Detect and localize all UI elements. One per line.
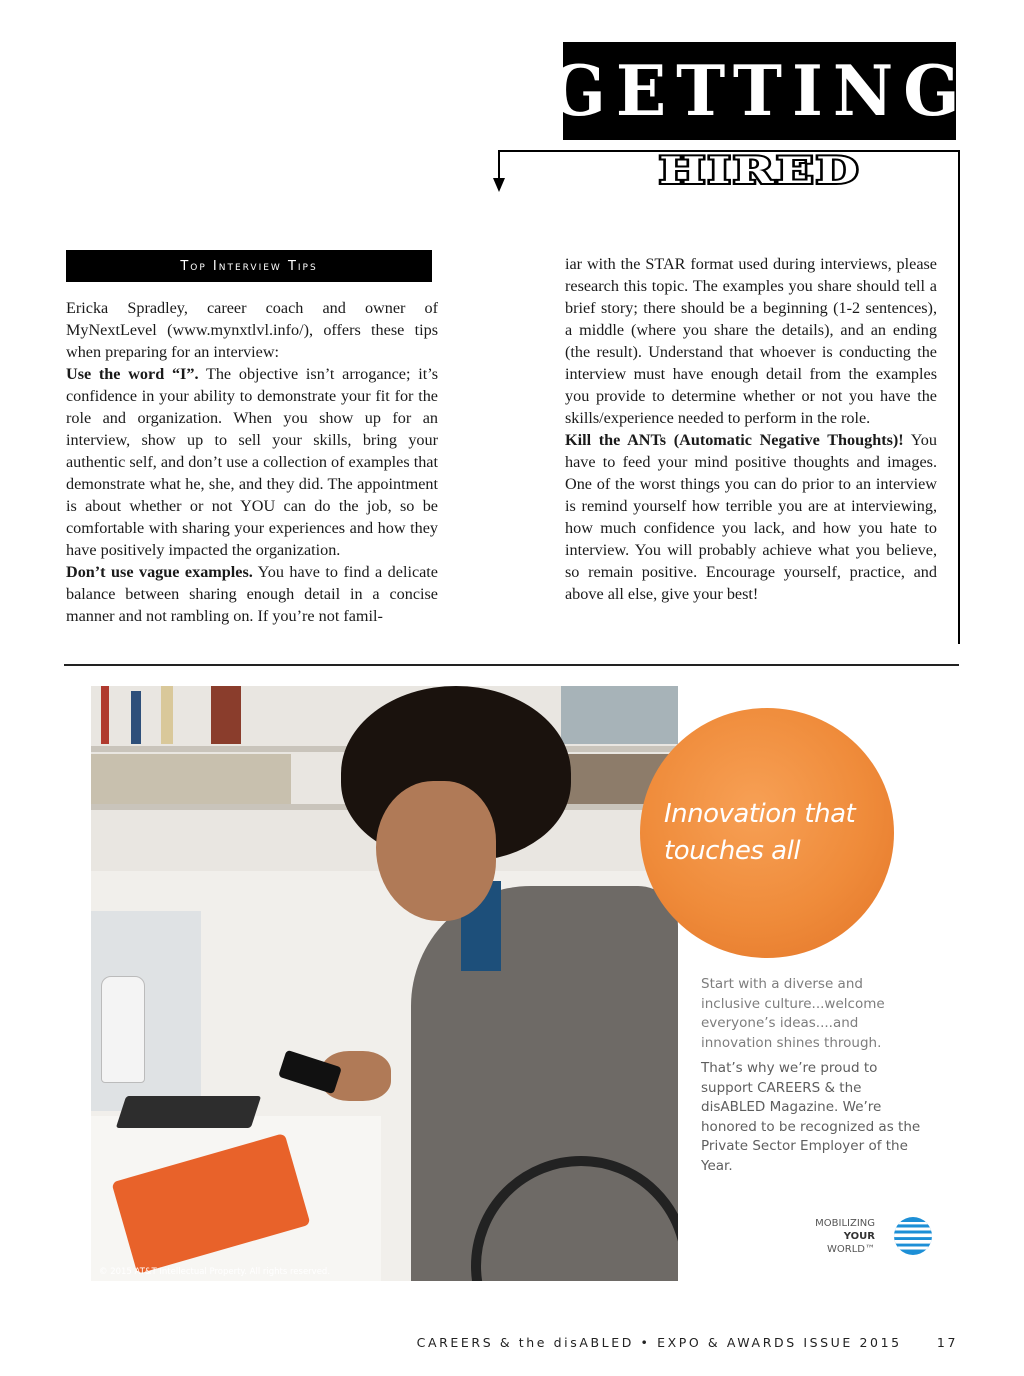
ad-copyright: © 2015 AT&T Intellectual Property. All rights reserved. bbox=[99, 1267, 331, 1277]
tips-heading: Top Interview Tips bbox=[66, 250, 432, 282]
ad-photo bbox=[91, 686, 678, 1281]
article-column-right bbox=[565, 253, 937, 605]
bracket-line-left bbox=[498, 150, 500, 180]
tip-3-body: You have to feed your mind positive thoughts and images. One of the worst things you can do prior to an interview is remind yourself how terrible you are at interviewing, how much confidence you lack, and how you hate to interview. You will probably achieve what you believe, so remain positive. Encourage yourself, practice, and above all else, give your best! bbox=[565, 431, 937, 603]
book bbox=[131, 691, 141, 744]
arrow-down-icon bbox=[493, 178, 505, 192]
page-title: GETTING bbox=[549, 50, 970, 132]
tip-2-title: Don’t use vague examples. bbox=[66, 563, 253, 581]
tip-1-title: Use the word “I”. bbox=[66, 365, 199, 383]
tip-2-body-end: iar with the STAR format used during interviews, please research this topic. The examples you share should tell a brief story; there should be a beginning (1-2 sentences), a middle (where you share the details), and an ending (the result). Understand that whoever is conducting the interview must have enough detail from the examples you provide to determine whether or not you have the skills/experience needed to perform in the role. bbox=[565, 255, 937, 427]
footer-publication: CAREERS & the disABLED • EXPO & AWARDS ISSUE 2015 bbox=[416, 1335, 902, 1350]
att-globe-logo-icon bbox=[893, 1216, 933, 1256]
ad-headline bbox=[664, 796, 894, 870]
article-column-left bbox=[66, 297, 438, 627]
book-row bbox=[91, 754, 291, 804]
att-tagline bbox=[790, 1217, 875, 1256]
book bbox=[101, 686, 109, 744]
page-subtitle: HIRED bbox=[659, 150, 861, 192]
page-number: 17 bbox=[936, 1335, 958, 1350]
book bbox=[161, 686, 173, 744]
tip-3-title: Kill the ANTs (Automatic Negative Thoughts)! bbox=[565, 431, 904, 449]
intro-paragraph bbox=[66, 297, 438, 363]
person-face bbox=[376, 781, 496, 921]
page-footer bbox=[396, 1335, 958, 1350]
book-row bbox=[561, 686, 678, 744]
ad-paragraph-2: That’s why we’re proud to support CAREERS & the disABLED Magazine. We’re honored to be recognized as the Private Sector Employer of the Year. bbox=[701, 1060, 921, 1174]
bracket-line-right bbox=[958, 150, 960, 644]
tagline-line-2: YOUR bbox=[843, 1231, 875, 1242]
keyboard bbox=[116, 1096, 261, 1128]
tip-2-body-start: You have to find a delicate balance between sharing enough detail in a concise manner and not rambling on. If you’re not famil- bbox=[66, 563, 438, 625]
section-divider bbox=[64, 664, 959, 666]
book bbox=[211, 686, 241, 744]
tip-1-body: The objective isn’t arrogance; it’s confidence in your ability to demonstrate your fit for the role and organization. When you show up for an interview, show up to sell your skills, bring your authentic self, and don’t use a collection of examples that demonstrate what he, she, and they did. The appointment is about whether or not YOU can do the job, so be comfortable with sharing your experiences and how they have positively impacted the organization. bbox=[66, 365, 438, 559]
tip-3 bbox=[565, 429, 937, 605]
tagline-line-1: MOBILIZING bbox=[815, 1218, 875, 1229]
water-bottle bbox=[101, 976, 145, 1083]
title-banner bbox=[549, 42, 970, 140]
intro-text: Ericka Spradley, career coach and owner of MyNextLevel (www.mynxtlvl.info/), offers these tips when preparing for an interview: bbox=[66, 299, 438, 361]
tip-2-part-1 bbox=[66, 561, 438, 627]
tip-1 bbox=[66, 363, 438, 561]
ad-headline-line-1: Innovation that bbox=[664, 799, 856, 829]
ad-headline-line-2: touches all bbox=[664, 836, 801, 866]
tip-2-part-2 bbox=[565, 253, 937, 429]
tagline-line-3: WORLD™ bbox=[827, 1244, 875, 1255]
ad-paragraph-1: Start with a diverse and inclusive culture...welcome everyone’s ideas....and innovation shines through. bbox=[701, 976, 885, 1051]
